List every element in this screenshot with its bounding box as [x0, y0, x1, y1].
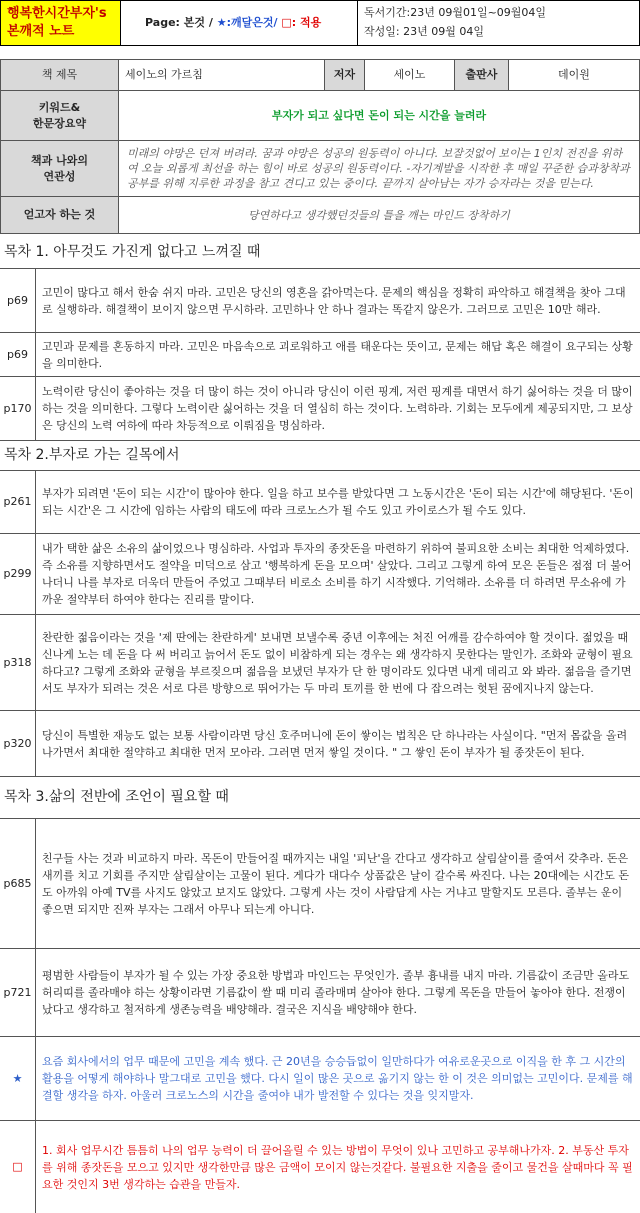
section-2-title: 목차 2.부자로 가는 길목에서: [0, 441, 640, 471]
note-text: 친구들 사는 것과 비교하지 마라. 목돈이 만들어질 때까지는 내일 '피난'을 간다고 생각하고 살림살이를 줄여서 갖추라. 돈은 새끼를 치고 기회를 주지만 살림살이는 고물이 된다. 게다가 대다수 상품값은 날이 갈수록 싸진다. 나는 20대에는 시간도 돈도 아까워 아예 TV를 사지도 않았고 보지도 않았다. 그렇게 사는 것이 사람답게 사는 거냐고 말할지도 모른다. 졸부는 운이 좋으면 되지만 진짜 부자는 그래서 아무나 되는게 아니다.: [42, 851, 629, 916]
note-page: p261: [0, 471, 36, 533]
note-row: [0, 269, 640, 333]
note-page: p299: [0, 534, 36, 614]
author-label: 저자: [325, 60, 365, 91]
note-row: [0, 819, 640, 949]
note-text: 고민과 문제를 혼동하지 마라. 고민은 마음속으로 괴로워하고 애를 태운다는 뜻이고, 문제는 해답 혹은 해결이 요구되는 상황을 의미한다.: [42, 339, 633, 370]
note-text: 노력이란 당신이 좋아하는 것을 더 많이 하는 것이 아니라 당신이 이런 핑계, 저런 핑계를 대면서 하기 싫어하는 것을 더 많이 하는 것을 의미한다. 그렇다 노력이란 싫어하는 것을 더 열심히 하는 것이다. 노력하라. 기회는 모두에게 제공되지만, 그 보상은 당신의 노력 여하에 따라 차등적으로 이뤄짐을 명심하라.: [42, 385, 633, 432]
relation-value: 미래의 야망은 던져 버려라. 꿈과 야망은 성공의 원동력이 아니다. 보잘것없어 보이는 1인치 전진을 위하여 오늘 외롭게 최선을 하는 힘이 바로 성공의 원동력이다. -자기계발을 시작한 후 매일 꾸준한 습과창착과 공부를 위해 지루한 과정을 참고 견디고 있는 중이다. 끝까지 살아남는 자가 승자라는 것을 믿는다.: [119, 141, 640, 197]
header-bar: [0, 0, 640, 46]
note-page: p685: [0, 819, 36, 948]
square-icon: □: [0, 1121, 36, 1213]
note-row: [0, 377, 640, 441]
title-value: 세이노의 가르침: [119, 60, 325, 91]
note-text: 요즘 회사에서의 업무 때문에 고민을 계속 했다. 근 20년을 승승듭없이 일만하다가 여유로운곳으로 이직을 한 후 그 시간의 활용을 어떻게 해야하나 말그대로 고민을 했다. 다시 일이 많은 곳으로 옮기지 않는 한 이 것은 의미없는 고민이다. 문제를 해결할 생각을 하자. 아울러 크로노스의 시간을 줄여야 내가 발전할 수 있다는 것을 잊지말자.: [42, 1055, 633, 1102]
written-date: 작성일: 23년 09월 04일: [364, 25, 484, 38]
legend-square: □: 적용: [281, 16, 322, 30]
brand-box: [1, 1, 121, 45]
section-3-title: 목차 3.삶의 전반에 조언이 필요할 때: [0, 777, 640, 819]
legend-page: Page: 본것 /: [145, 16, 213, 30]
note-text: 찬란한 젊음이라는 것을 '제 딴에는 찬란하게' 보내면 보낼수록 중년 이후에는 처진 어깨를 감수하여야 할 것이다. 젊었을 때 신나게 노는 데 돈을 다 써 버리고 늙어서 돈도 없이 비참하게 되는 경우는 왜 생각하지 못한다는 말인가. 조화와 균형이 필요하다고? 그렇게 조화와 균형을 부르짖으며 젊음을 보냈던 부자가 단 한 명이라도 있다면 내게 데리고 와 봐라. 젊음을 즐기면서도 부자가 되려는 것은 서로 다른 방향으로 뛰어가는 두 마리 토끼를 한 번에 다 잡으려는 헛된 꿈에지나지 않는다.: [42, 630, 633, 695]
publisher-value: 데이원: [509, 60, 640, 91]
note-row: [0, 711, 640, 777]
keyword-value: 부자가 되고 싶다면 돈이 되는 시간을 늘려라: [119, 91, 640, 141]
note-page: p69: [0, 333, 36, 376]
note-page: p320: [0, 711, 36, 776]
goal-label: 얻고자 하는 것: [1, 197, 119, 234]
note-page: p170: [0, 377, 36, 440]
note-row: [0, 471, 640, 534]
read-period: 독서기간:23년 09월01일~09월04일: [364, 6, 547, 19]
brand-line-2: 본깨적 노트: [7, 24, 75, 39]
note-text: 당신이 특별한 재능도 없는 보통 사람이라면 당신 호주머니에 돈이 쌓이는 법칙은 단 하나라는 사실이다. "먼저 몸값을 올려 나가면서 최대한 절약하고 최대한 먼저 모아라. 그러면 먼저 쌓일 것이다. " 그 쌓인 돈이 부자가 될 종잣돈이 된다.: [42, 728, 628, 759]
note-row: [0, 534, 640, 615]
book-meta-table: [0, 59, 640, 234]
author-value: 세이노: [365, 60, 455, 91]
keyword-label-2: 한문장요약: [32, 116, 87, 130]
legend: [121, 1, 357, 45]
legend-star: ★:깨달은것/: [216, 16, 278, 30]
note-text: 평범한 사람들이 부자가 될 수 있는 가장 중요한 방법과 마인드는 무엇인가. 졸부 흉내를 내지 마라. 기름값이 조금만 올라도 허리띠를 졸라매야 하는 상황이라면 기름값이 쌀 때 미리 졸라매며 살아야 한다. 그렇게 목돈을 만들어 놓아야 한다. 전쟁이 났다고 생각하고 철저하게 생존능력을 배양해라. 결국은 지식을 배양해야 한다.: [42, 969, 630, 1016]
relation-label-1: 책과 나와의: [31, 153, 88, 167]
keyword-label-1: 키워드&: [38, 100, 81, 114]
publisher-label: 출판사: [455, 60, 509, 91]
note-row-realization: [0, 1037, 640, 1121]
title-label: 책 제목: [1, 60, 119, 91]
star-icon: ★: [0, 1037, 36, 1120]
note-text: 1. 회사 업무시간 틈틈히 나의 업무 능력이 더 끌어올릴 수 있는 방법이 무엇이 있나 고민하고 공부해나가자. 2. 부동산 투자를 위해 종잣돈을 모으고 있지만 생각한만큼 많은 금액이 모이지 않는것같다. 불필요한 지출을 줄이고 물건을 살때마다 꼭 필요한 것인지 3번 생각하는 습관을 만들자.: [42, 1143, 633, 1191]
note-page: p69: [0, 269, 36, 332]
relation-label: [1, 141, 119, 197]
note-text: 부자가 되려면 '돈이 되는 시간'이 많아야 한다. 일을 하고 보수를 받았다면 그 노동시간은 '돈이 되는 시간'에 해당된다. '돈이 되는 시간'은 그 시간에 임하는 사람의 태도에 따라 크로노스가 될 수도 있고 카이로스가 될 수도 있다.: [42, 487, 634, 517]
note-row-application: [0, 1121, 640, 1213]
section-1-title: 목차 1. 아무것도 가진게 없다고 느껴질 때: [0, 236, 640, 269]
note-text: 내가 택한 삶은 소유의 삶이었으나 명심하라. 사업과 투자의 종잣돈을 마련하기 위하여 불피요한 소비는 최대한 억제하였다. 즉 소유를 지향하면서도 절약을 미덕으로 삼고 '행복하게 돈을 모으며' 살았다. 그리고 그렇게 하여 모은 돈들은 점점 더 불어나더니 나를 부자로 더욱더 만들어 주었고 그때부터 비로소 소비를 하기 시작했다. 기억해라. 소유를 더 하려면 무소유에 가까운 절약부터 하여야 한다는 진리를 말이다.: [42, 542, 632, 606]
note-row: [0, 949, 640, 1037]
note-page: p318: [0, 615, 36, 710]
goal-value: 당연하다고 생각했던것들의 틀을 깨는 마인드 장착하기: [119, 197, 640, 234]
note-text: 고민이 많다고 해서 한숨 쉬지 마라. 고민은 당신의 영혼을 갉아먹는다. 문제의 핵심을 정확히 파악하고 해결책을 찾아 그대로 실행하라. 해결책이 보이지 않으면 무시하라. 고민하나 안 하나 결과는 똑같지 않은가. 그러므로 고민은 10만 해라.: [42, 285, 626, 316]
relation-label-2: 연관성: [43, 169, 76, 183]
note-row: [0, 615, 640, 711]
brand-line-1: 행복한시간부자's: [7, 6, 107, 21]
dates-box: [357, 1, 639, 45]
note-page: p721: [0, 949, 36, 1036]
keyword-label: [1, 91, 119, 141]
note-row: [0, 333, 640, 377]
